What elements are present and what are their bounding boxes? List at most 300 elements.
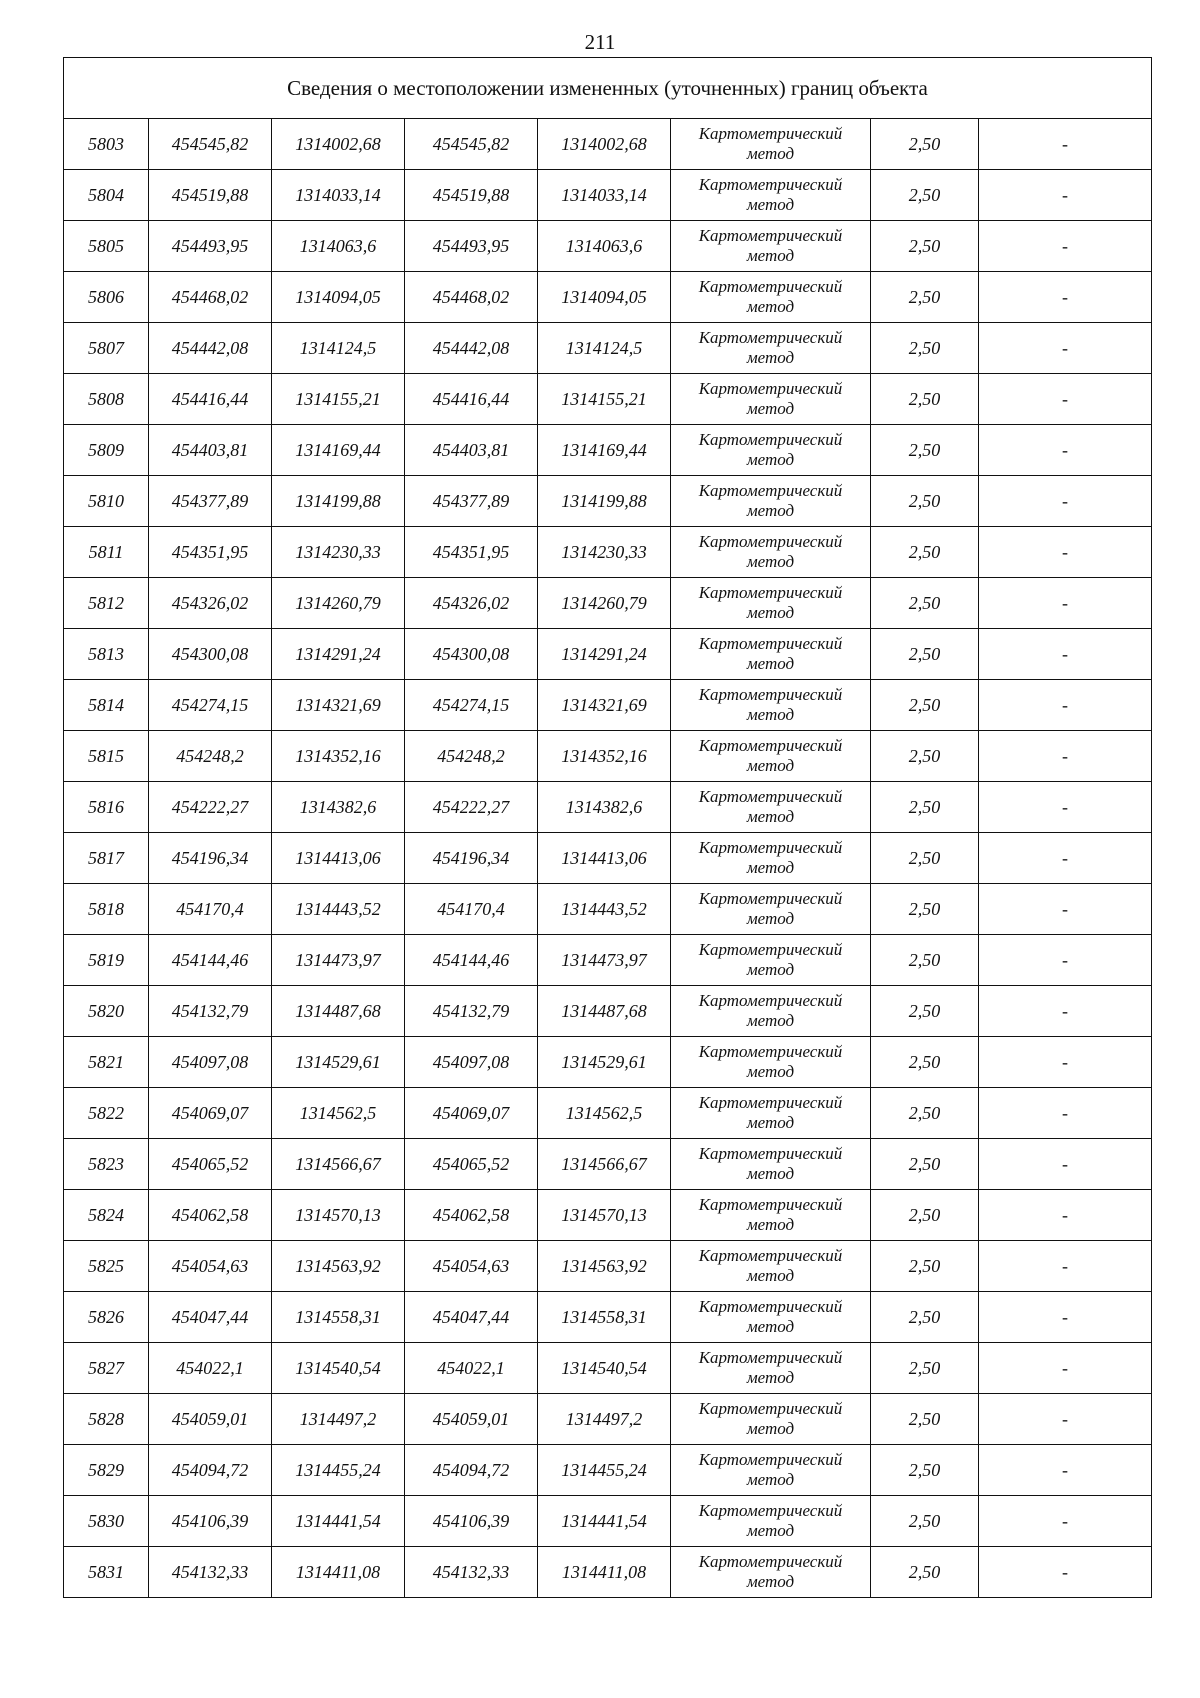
table-row	[64, 986, 1152, 1037]
point-number-cell: 5806	[64, 272, 149, 323]
method-line-2: метод	[746, 1113, 795, 1132]
accuracy-cell: 2,50	[871, 1037, 979, 1088]
method-line-1: Картометрический	[698, 277, 843, 296]
accuracy-cell: 2,50	[871, 1343, 979, 1394]
refined-x-cell: 454468,02	[405, 272, 538, 323]
table-row	[64, 374, 1152, 425]
refined-x-cell: 454094,72	[405, 1445, 538, 1496]
accuracy-cell: 2,50	[871, 782, 979, 833]
table-row	[64, 425, 1152, 476]
refined-y-cell: 1314455,24	[538, 1445, 671, 1496]
accuracy-cell: 2,50	[871, 272, 979, 323]
existing-x-cell: 454248,2	[149, 731, 272, 782]
refined-y-cell: 1314033,14	[538, 170, 671, 221]
table-row	[64, 1139, 1152, 1190]
method-line-1: Картометрический	[698, 1195, 843, 1214]
table-row	[64, 1547, 1152, 1598]
accuracy-cell: 2,50	[871, 1496, 979, 1547]
refined-y-cell: 1314570,13	[538, 1190, 671, 1241]
note-cell: -	[979, 425, 1152, 476]
refined-y-cell: 1314155,21	[538, 374, 671, 425]
existing-x-cell: 454493,95	[149, 221, 272, 272]
refined-y-cell: 1314411,08	[538, 1547, 671, 1598]
method-line-2: метод	[746, 144, 795, 163]
accuracy-cell: 2,50	[871, 680, 979, 731]
method-line-1: Картометрический	[698, 787, 843, 806]
method-line-2: метод	[746, 1215, 795, 1234]
point-number-cell: 5823	[64, 1139, 149, 1190]
refined-y-cell: 1314497,2	[538, 1394, 671, 1445]
existing-x-cell: 454274,15	[149, 680, 272, 731]
method-line-1: Картометрический	[698, 1297, 843, 1316]
point-number-cell: 5827	[64, 1343, 149, 1394]
existing-x-cell: 454069,07	[149, 1088, 272, 1139]
method-cell	[671, 1190, 871, 1241]
existing-y-cell: 1314411,08	[272, 1547, 405, 1598]
method-cell	[671, 833, 871, 884]
existing-x-cell: 454326,02	[149, 578, 272, 629]
method-cell	[671, 272, 871, 323]
method-cell	[671, 425, 871, 476]
point-number-cell: 5804	[64, 170, 149, 221]
method-cell	[671, 323, 871, 374]
method-line-1: Картометрический	[698, 1450, 843, 1469]
point-number-cell: 5803	[64, 119, 149, 170]
refined-x-cell: 454059,01	[405, 1394, 538, 1445]
point-number-cell: 5805	[64, 221, 149, 272]
existing-y-cell: 1314124,5	[272, 323, 405, 374]
refined-y-cell: 1314540,54	[538, 1343, 671, 1394]
method-line-2: метод	[746, 756, 795, 775]
refined-y-cell: 1314558,31	[538, 1292, 671, 1343]
point-number-cell: 5821	[64, 1037, 149, 1088]
accuracy-cell: 2,50	[871, 578, 979, 629]
existing-y-cell: 1314563,92	[272, 1241, 405, 1292]
method-line-2: метод	[746, 807, 795, 826]
table-row	[64, 527, 1152, 578]
existing-y-cell: 1314199,88	[272, 476, 405, 527]
existing-x-cell: 454132,33	[149, 1547, 272, 1598]
refined-x-cell: 454106,39	[405, 1496, 538, 1547]
existing-x-cell: 454545,82	[149, 119, 272, 170]
refined-y-cell: 1314413,06	[538, 833, 671, 884]
table-row	[64, 578, 1152, 629]
table-row	[64, 1496, 1152, 1547]
note-cell: -	[979, 1445, 1152, 1496]
note-cell: -	[979, 1241, 1152, 1292]
refined-x-cell: 454132,79	[405, 986, 538, 1037]
method-line-1: Картометрический	[698, 379, 843, 398]
point-number-cell: 5807	[64, 323, 149, 374]
refined-x-cell: 454416,44	[405, 374, 538, 425]
accuracy-cell: 2,50	[871, 1292, 979, 1343]
existing-y-cell: 1314260,79	[272, 578, 405, 629]
existing-x-cell: 454047,44	[149, 1292, 272, 1343]
point-number-cell: 5815	[64, 731, 149, 782]
refined-x-cell: 454222,27	[405, 782, 538, 833]
refined-x-cell: 454326,02	[405, 578, 538, 629]
method-cell	[671, 476, 871, 527]
table-row	[64, 629, 1152, 680]
refined-y-cell: 1314002,68	[538, 119, 671, 170]
point-number-cell: 5828	[64, 1394, 149, 1445]
note-cell: -	[979, 935, 1152, 986]
existing-x-cell: 454022,1	[149, 1343, 272, 1394]
accuracy-cell: 2,50	[871, 1088, 979, 1139]
refined-x-cell: 454022,1	[405, 1343, 538, 1394]
method-cell	[671, 374, 871, 425]
refined-x-cell: 454097,08	[405, 1037, 538, 1088]
refined-x-cell: 454065,52	[405, 1139, 538, 1190]
method-line-1: Картометрический	[698, 634, 843, 653]
note-cell: -	[979, 1547, 1152, 1598]
point-number-cell: 5831	[64, 1547, 149, 1598]
note-cell: -	[979, 476, 1152, 527]
method-line-2: метод	[746, 501, 795, 520]
existing-y-cell: 1314562,5	[272, 1088, 405, 1139]
existing-y-cell: 1314443,52	[272, 884, 405, 935]
refined-y-cell: 1314124,5	[538, 323, 671, 374]
point-number-cell: 5808	[64, 374, 149, 425]
refined-y-cell: 1314382,6	[538, 782, 671, 833]
existing-x-cell: 454468,02	[149, 272, 272, 323]
existing-y-cell: 1314094,05	[272, 272, 405, 323]
existing-x-cell: 454519,88	[149, 170, 272, 221]
existing-x-cell: 454054,63	[149, 1241, 272, 1292]
existing-y-cell: 1314291,24	[272, 629, 405, 680]
accuracy-cell: 2,50	[871, 221, 979, 272]
note-cell: -	[979, 986, 1152, 1037]
method-line-2: метод	[746, 1266, 795, 1285]
method-line-2: метод	[746, 1011, 795, 1030]
method-line-2: метод	[746, 858, 795, 877]
note-cell: -	[979, 272, 1152, 323]
accuracy-cell: 2,50	[871, 1445, 979, 1496]
method-cell	[671, 986, 871, 1037]
method-cell	[671, 578, 871, 629]
method-cell	[671, 1241, 871, 1292]
method-line-2: метод	[746, 960, 795, 979]
method-line-2: метод	[746, 399, 795, 418]
existing-y-cell: 1314558,31	[272, 1292, 405, 1343]
point-number-cell: 5819	[64, 935, 149, 986]
method-line-1: Картометрический	[698, 532, 843, 551]
accuracy-cell: 2,50	[871, 1547, 979, 1598]
refined-y-cell: 1314063,6	[538, 221, 671, 272]
existing-y-cell: 1314529,61	[272, 1037, 405, 1088]
existing-y-cell: 1314382,6	[272, 782, 405, 833]
existing-x-cell: 454377,89	[149, 476, 272, 527]
method-line-1: Картометрический	[698, 889, 843, 908]
method-line-2: метод	[746, 450, 795, 469]
existing-x-cell: 454442,08	[149, 323, 272, 374]
accuracy-cell: 2,50	[871, 374, 979, 425]
accuracy-cell: 2,50	[871, 425, 979, 476]
method-line-2: метод	[746, 909, 795, 928]
method-line-1: Картометрический	[698, 430, 843, 449]
table-row	[64, 1241, 1152, 1292]
note-cell: -	[979, 731, 1152, 782]
point-number-cell: 5811	[64, 527, 149, 578]
method-line-1: Картометрический	[698, 328, 843, 347]
point-number-cell: 5817	[64, 833, 149, 884]
method-line-1: Картометрический	[698, 175, 843, 194]
refined-x-cell: 454493,95	[405, 221, 538, 272]
table-row	[64, 1394, 1152, 1445]
note-cell: -	[979, 629, 1152, 680]
note-cell: -	[979, 170, 1152, 221]
refined-x-cell: 454132,33	[405, 1547, 538, 1598]
method-line-2: метод	[746, 1470, 795, 1489]
refined-x-cell: 454248,2	[405, 731, 538, 782]
refined-y-cell: 1314169,44	[538, 425, 671, 476]
point-number-cell: 5809	[64, 425, 149, 476]
refined-x-cell: 454054,63	[405, 1241, 538, 1292]
refined-y-cell: 1314443,52	[538, 884, 671, 935]
method-line-2: метод	[746, 1317, 795, 1336]
method-cell	[671, 527, 871, 578]
refined-y-cell: 1314260,79	[538, 578, 671, 629]
table-row	[64, 935, 1152, 986]
refined-x-cell: 454069,07	[405, 1088, 538, 1139]
existing-x-cell: 454094,72	[149, 1445, 272, 1496]
method-line-2: метод	[746, 603, 795, 622]
refined-x-cell: 454144,46	[405, 935, 538, 986]
method-line-2: метод	[746, 246, 795, 265]
table-row	[64, 1037, 1152, 1088]
point-number-cell: 5818	[64, 884, 149, 935]
refined-x-cell: 454377,89	[405, 476, 538, 527]
accuracy-cell: 2,50	[871, 1241, 979, 1292]
method-line-2: метод	[746, 552, 795, 571]
method-cell	[671, 1496, 871, 1547]
refined-x-cell: 454351,95	[405, 527, 538, 578]
method-cell	[671, 119, 871, 170]
method-cell	[671, 782, 871, 833]
table-row	[64, 1292, 1152, 1343]
point-number-cell: 5820	[64, 986, 149, 1037]
existing-x-cell: 454196,34	[149, 833, 272, 884]
existing-x-cell: 454132,79	[149, 986, 272, 1037]
table-row	[64, 884, 1152, 935]
existing-y-cell: 1314169,44	[272, 425, 405, 476]
refined-y-cell: 1314562,5	[538, 1088, 671, 1139]
accuracy-cell: 2,50	[871, 833, 979, 884]
method-line-1: Картометрический	[698, 838, 843, 857]
method-line-1: Картометрический	[698, 991, 843, 1010]
existing-y-cell: 1314033,14	[272, 170, 405, 221]
method-line-1: Картометрический	[698, 1501, 843, 1520]
point-number-cell: 5824	[64, 1190, 149, 1241]
point-number-cell: 5814	[64, 680, 149, 731]
method-cell	[671, 1394, 871, 1445]
table-row	[64, 272, 1152, 323]
point-number-cell: 5813	[64, 629, 149, 680]
table-row	[64, 680, 1152, 731]
refined-y-cell: 1314291,24	[538, 629, 671, 680]
refined-y-cell: 1314321,69	[538, 680, 671, 731]
existing-x-cell: 454300,08	[149, 629, 272, 680]
method-line-2: метод	[746, 705, 795, 724]
existing-x-cell: 454097,08	[149, 1037, 272, 1088]
method-cell	[671, 1292, 871, 1343]
table-title: Сведения о местоположении измененных (уточненных) границ объекта	[64, 58, 1152, 119]
existing-y-cell: 1314002,68	[272, 119, 405, 170]
method-line-2: метод	[746, 1368, 795, 1387]
existing-x-cell: 454351,95	[149, 527, 272, 578]
method-line-1: Картометрический	[698, 1552, 843, 1571]
existing-y-cell: 1314570,13	[272, 1190, 405, 1241]
page-number: 211	[584, 30, 616, 54]
boundary-coordinates-table	[63, 57, 1152, 1598]
accuracy-cell: 2,50	[871, 629, 979, 680]
accuracy-cell: 2,50	[871, 476, 979, 527]
existing-x-cell: 454065,52	[149, 1139, 272, 1190]
method-line-2: метод	[746, 348, 795, 367]
accuracy-cell: 2,50	[871, 1394, 979, 1445]
existing-y-cell: 1314566,67	[272, 1139, 405, 1190]
accuracy-cell: 2,50	[871, 323, 979, 374]
method-cell	[671, 1037, 871, 1088]
table-row	[64, 476, 1152, 527]
accuracy-cell: 2,50	[871, 119, 979, 170]
refined-x-cell: 454300,08	[405, 629, 538, 680]
point-number-cell: 5810	[64, 476, 149, 527]
existing-y-cell: 1314497,2	[272, 1394, 405, 1445]
point-number-cell: 5825	[64, 1241, 149, 1292]
accuracy-cell: 2,50	[871, 731, 979, 782]
table-row	[64, 833, 1152, 884]
method-line-1: Картометрический	[698, 1399, 843, 1418]
method-line-2: метод	[746, 1419, 795, 1438]
note-cell: -	[979, 1394, 1152, 1445]
method-cell	[671, 629, 871, 680]
existing-x-cell: 454170,4	[149, 884, 272, 935]
refined-x-cell: 454519,88	[405, 170, 538, 221]
accuracy-cell: 2,50	[871, 1139, 979, 1190]
method-cell	[671, 1343, 871, 1394]
existing-x-cell: 454062,58	[149, 1190, 272, 1241]
existing-x-cell: 454059,01	[149, 1394, 272, 1445]
table-row	[64, 323, 1152, 374]
note-cell: -	[979, 1343, 1152, 1394]
method-line-2: метод	[746, 1062, 795, 1081]
note-cell: -	[979, 884, 1152, 935]
table-row	[64, 221, 1152, 272]
method-cell	[671, 1547, 871, 1598]
refined-y-cell: 1314199,88	[538, 476, 671, 527]
method-line-1: Картометрический	[698, 1144, 843, 1163]
table-row	[64, 170, 1152, 221]
note-cell: -	[979, 1139, 1152, 1190]
accuracy-cell: 2,50	[871, 527, 979, 578]
accuracy-cell: 2,50	[871, 1190, 979, 1241]
method-line-2: метод	[746, 297, 795, 316]
method-line-1: Картометрический	[698, 1348, 843, 1367]
existing-y-cell: 1314230,33	[272, 527, 405, 578]
method-line-2: метод	[746, 1572, 795, 1591]
method-line-2: метод	[746, 1164, 795, 1183]
existing-y-cell: 1314455,24	[272, 1445, 405, 1496]
refined-x-cell: 454196,34	[405, 833, 538, 884]
existing-y-cell: 1314413,06	[272, 833, 405, 884]
existing-x-cell: 454106,39	[149, 1496, 272, 1547]
method-cell	[671, 1088, 871, 1139]
refined-x-cell: 454442,08	[405, 323, 538, 374]
table-row	[64, 1088, 1152, 1139]
existing-x-cell: 454416,44	[149, 374, 272, 425]
method-line-1: Картометрический	[698, 1246, 843, 1265]
existing-y-cell: 1314540,54	[272, 1343, 405, 1394]
method-cell	[671, 935, 871, 986]
note-cell: -	[979, 119, 1152, 170]
table-row	[64, 1343, 1152, 1394]
note-cell: -	[979, 833, 1152, 884]
note-cell: -	[979, 323, 1152, 374]
point-number-cell: 5830	[64, 1496, 149, 1547]
note-cell: -	[979, 527, 1152, 578]
method-line-2: метод	[746, 654, 795, 673]
point-number-cell: 5822	[64, 1088, 149, 1139]
method-line-1: Картометрический	[698, 583, 843, 602]
refined-y-cell: 1314473,97	[538, 935, 671, 986]
point-number-cell: 5829	[64, 1445, 149, 1496]
method-cell	[671, 170, 871, 221]
note-cell: -	[979, 1190, 1152, 1241]
existing-y-cell: 1314063,6	[272, 221, 405, 272]
method-cell	[671, 884, 871, 935]
existing-x-cell: 454222,27	[149, 782, 272, 833]
table-row	[64, 1190, 1152, 1241]
existing-y-cell: 1314473,97	[272, 935, 405, 986]
method-line-1: Картометрический	[698, 940, 843, 959]
method-line-1: Картометрический	[698, 226, 843, 245]
accuracy-cell: 2,50	[871, 986, 979, 1037]
method-line-2: метод	[746, 195, 795, 214]
note-cell: -	[979, 1088, 1152, 1139]
accuracy-cell: 2,50	[871, 170, 979, 221]
method-line-1: Картометрический	[698, 481, 843, 500]
existing-y-cell: 1314487,68	[272, 986, 405, 1037]
note-cell: -	[979, 1496, 1152, 1547]
refined-y-cell: 1314230,33	[538, 527, 671, 578]
note-cell: -	[979, 782, 1152, 833]
refined-y-cell: 1314563,92	[538, 1241, 671, 1292]
point-number-cell: 5816	[64, 782, 149, 833]
method-cell	[671, 1139, 871, 1190]
table-row	[64, 119, 1152, 170]
existing-x-cell: 454144,46	[149, 935, 272, 986]
note-cell: -	[979, 1037, 1152, 1088]
method-cell	[671, 1445, 871, 1496]
method-line-1: Картометрический	[698, 124, 843, 143]
table-header-row	[64, 58, 1152, 119]
refined-x-cell: 454403,81	[405, 425, 538, 476]
refined-y-cell: 1314094,05	[538, 272, 671, 323]
refined-x-cell: 454062,58	[405, 1190, 538, 1241]
existing-y-cell: 1314321,69	[272, 680, 405, 731]
note-cell: -	[979, 1292, 1152, 1343]
method-line-1: Картометрический	[698, 1042, 843, 1061]
refined-x-cell: 454047,44	[405, 1292, 538, 1343]
method-cell	[671, 731, 871, 782]
method-line-1: Картометрический	[698, 685, 843, 704]
refined-y-cell: 1314566,67	[538, 1139, 671, 1190]
refined-x-cell: 454170,4	[405, 884, 538, 935]
refined-x-cell: 454274,15	[405, 680, 538, 731]
existing-y-cell: 1314155,21	[272, 374, 405, 425]
point-number-cell: 5812	[64, 578, 149, 629]
